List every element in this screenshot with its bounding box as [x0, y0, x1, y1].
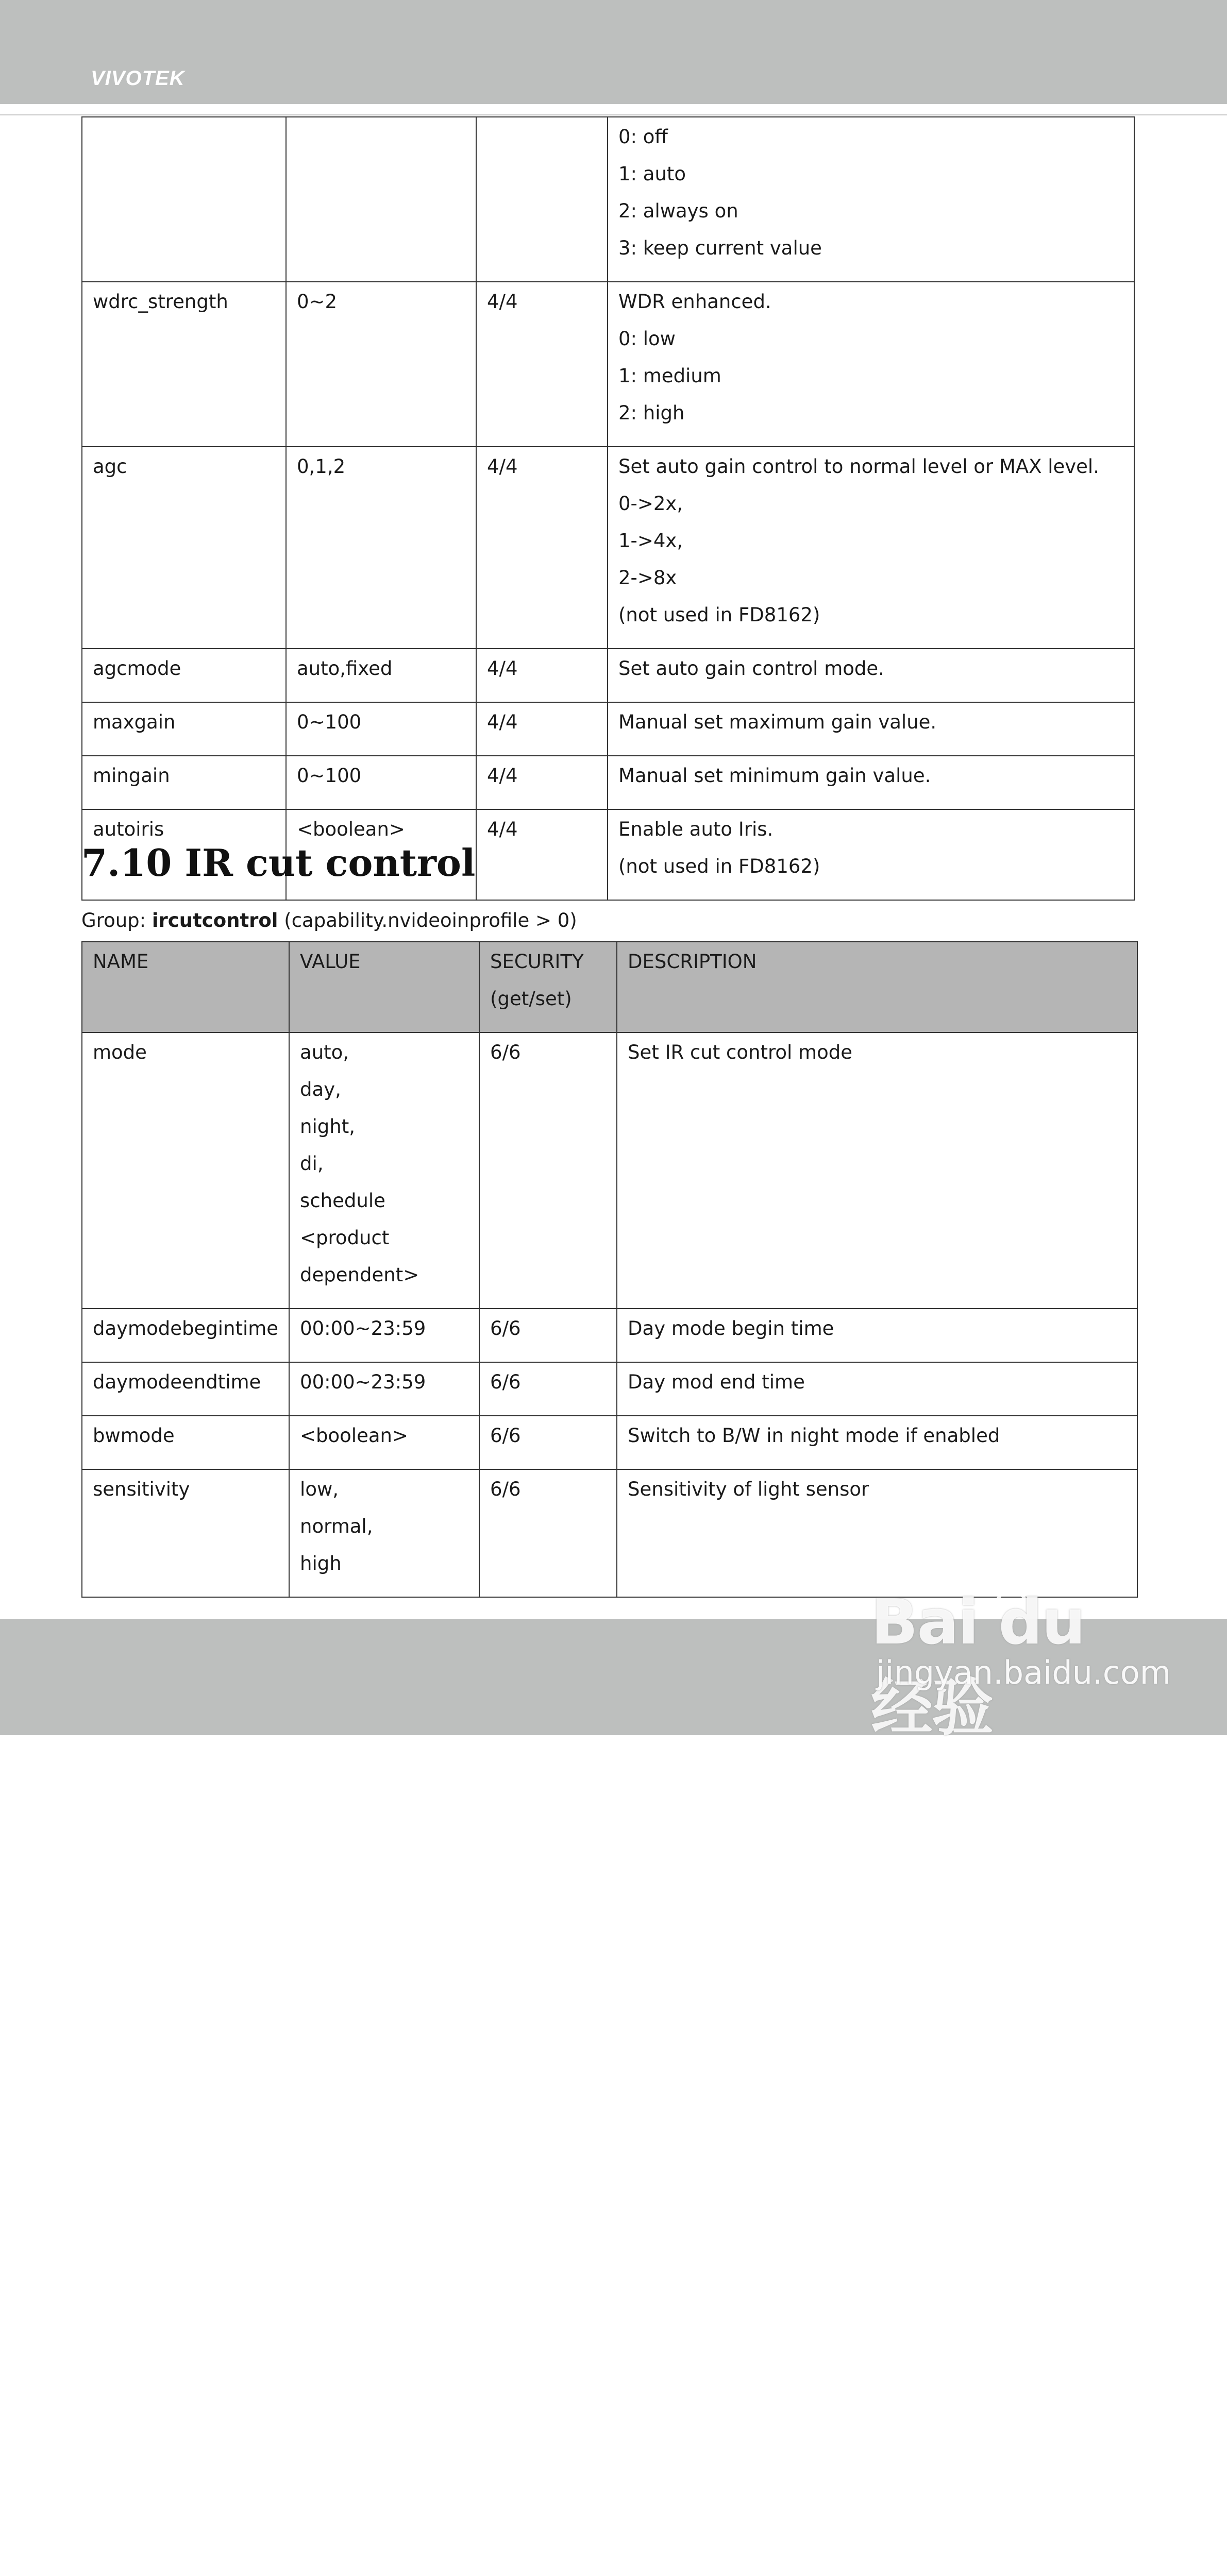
- value-line: high: [300, 1552, 342, 1574]
- name-cell: [82, 649, 286, 702]
- value-line: low,: [300, 1478, 339, 1500]
- table-row: [82, 1416, 1137, 1469]
- param-name: mingain: [93, 765, 170, 787]
- description-line: Set auto gain control mode.: [618, 657, 884, 680]
- watermark-logo: Bai du 经验: [871, 1587, 1085, 1744]
- description-line: Manual set maximum gain value.: [618, 711, 937, 733]
- description-line: 2: always on: [618, 200, 738, 222]
- value-line: <boolean>: [300, 1425, 408, 1447]
- description-cell: [608, 702, 1134, 756]
- param-name: wdrc_strength: [93, 291, 228, 313]
- table-row: [82, 702, 1134, 756]
- brand-logo-text: VIVOTEK: [91, 67, 185, 90]
- name-cell: [82, 756, 286, 809]
- security-value: 6/6: [490, 1371, 521, 1393]
- ircutcontrol-table: [81, 941, 1138, 1598]
- name-cell: [82, 1309, 289, 1362]
- description-line: 1: medium: [618, 365, 721, 387]
- description-line: Enable auto Iris.: [618, 818, 774, 840]
- name-cell: [82, 1416, 289, 1469]
- description-line: Day mode begin time: [628, 1317, 834, 1340]
- description-line: 1: auto: [618, 163, 686, 185]
- name-cell: [82, 117, 286, 282]
- description-line: 1->4x,: [618, 530, 683, 552]
- description-cell: [617, 1362, 1137, 1416]
- value-line: di,: [300, 1153, 324, 1175]
- description-cell: [608, 447, 1134, 649]
- param-name: bwmode: [93, 1425, 175, 1447]
- table-row: [82, 649, 1134, 702]
- name-cell: [82, 702, 286, 756]
- header-description-text: DESCRIPTION: [628, 951, 757, 973]
- description-line: Set IR cut control mode: [628, 1041, 852, 1063]
- baidu-watermark: [871, 1551, 1171, 1744]
- value-line: auto,: [300, 1041, 349, 1063]
- security-value: 4/4: [487, 765, 518, 787]
- value-line: dependent>: [300, 1264, 419, 1286]
- security-cell: [476, 809, 608, 900]
- security-value: 4/4: [487, 818, 518, 840]
- param-name: agc: [93, 455, 127, 478]
- param-name: agcmode: [93, 657, 181, 680]
- value-line: 0~2: [297, 291, 338, 313]
- security-cell: [476, 756, 608, 809]
- value-cell: [286, 756, 476, 809]
- security-cell: [476, 447, 608, 649]
- description-line: 2: high: [618, 402, 685, 424]
- value-line: normal,: [300, 1515, 373, 1537]
- table-row: [82, 756, 1134, 809]
- description-cell: [608, 649, 1134, 702]
- value-line: 0,1,2: [297, 455, 346, 478]
- value-line: <boolean>: [297, 818, 405, 840]
- param-name: maxgain: [93, 711, 176, 733]
- page-header: [0, 0, 1227, 104]
- security-value: 6/6: [490, 1041, 521, 1063]
- description-cell: [608, 756, 1134, 809]
- security-cell: [476, 702, 608, 756]
- security-cell: [479, 1362, 617, 1416]
- security-cell: [476, 282, 608, 447]
- description-line: Day mod end time: [628, 1371, 805, 1393]
- description-cell: [608, 282, 1134, 447]
- security-value: 4/4: [487, 291, 518, 313]
- description-line: (not used in FD8162): [618, 604, 820, 626]
- param-name: daymodeendtime: [93, 1371, 261, 1393]
- table-header-row: [82, 942, 1137, 1032]
- name-cell: [82, 1032, 289, 1309]
- header-divider: [0, 114, 1227, 115]
- table-row: [82, 1309, 1137, 1362]
- param-name: autoiris: [93, 818, 164, 840]
- security-cell: [476, 649, 608, 702]
- description-cell: [608, 809, 1134, 900]
- security-value: 6/6: [490, 1425, 521, 1447]
- value-cell: [289, 1469, 479, 1597]
- group-suffix: (capability.nvideoinprofile > 0): [278, 909, 577, 931]
- value-line: <product: [300, 1227, 390, 1249]
- value-cell: [289, 1032, 479, 1309]
- header-security: [479, 942, 617, 1032]
- value-line: 0~100: [297, 711, 362, 733]
- value-cell: [286, 282, 476, 447]
- description-line: 2->8x: [618, 567, 677, 589]
- description-line: Set auto gain control to normal level or MAX level.: [618, 455, 1099, 478]
- param-name: mode: [93, 1041, 147, 1063]
- value-line: night,: [300, 1115, 355, 1138]
- description-line: 0: off: [618, 126, 668, 148]
- description-line: 0: low: [618, 328, 676, 350]
- name-cell: [82, 1469, 289, 1597]
- description-line: (not used in FD8162): [618, 855, 820, 877]
- param-name: sensitivity: [93, 1478, 190, 1500]
- value-cell: [289, 1309, 479, 1362]
- group-line: [81, 909, 577, 931]
- param-name: [93, 127, 275, 164]
- table-row: [82, 1032, 1137, 1309]
- security-cell: [479, 1309, 617, 1362]
- group-prefix: Group:: [81, 909, 152, 931]
- value-line: 00:00~23:59: [300, 1317, 426, 1340]
- description-line: WDR enhanced.: [618, 291, 771, 313]
- table-row: [82, 117, 1134, 282]
- security-value: 6/6: [490, 1478, 521, 1500]
- description-cell: [617, 1309, 1137, 1362]
- description-line: Sensitivity of light sensor: [628, 1478, 869, 1500]
- param-name: daymodebegintime: [93, 1317, 279, 1340]
- security-cell: [476, 117, 608, 282]
- group-name: ircutcontrol: [152, 909, 278, 931]
- description-cell: [608, 117, 1134, 282]
- name-cell: [82, 1362, 289, 1416]
- name-cell: [82, 447, 286, 649]
- description-cell: [617, 1416, 1137, 1469]
- description-cell: [617, 1032, 1137, 1309]
- value-cell: [286, 649, 476, 702]
- value-line: auto,fixed: [297, 657, 393, 680]
- section-title: 7.10 IR cut control: [81, 841, 476, 885]
- value-line: 0~100: [297, 765, 362, 787]
- value-line: [297, 127, 465, 164]
- value-line: day,: [300, 1078, 341, 1100]
- security-value: [487, 127, 597, 164]
- description-line: 3: keep current value: [618, 237, 822, 259]
- value-line: 00:00~23:59: [300, 1371, 426, 1393]
- security-value: 6/6: [490, 1317, 521, 1340]
- header-value-text: VALUE: [300, 951, 361, 973]
- security-cell: [479, 1469, 617, 1597]
- description-line: Switch to B/W in night mode if enabled: [628, 1425, 1000, 1447]
- value-cell: [289, 1362, 479, 1416]
- name-cell: [82, 282, 286, 447]
- header-name: [82, 942, 289, 1032]
- value-cell: [286, 447, 476, 649]
- header-value: [289, 942, 479, 1032]
- value-cell: [286, 117, 476, 282]
- security-cell: [479, 1416, 617, 1469]
- value-cell: [289, 1416, 479, 1469]
- header-security-subtext: (get/set): [490, 988, 572, 1010]
- header-name-text: NAME: [93, 951, 149, 973]
- description-line: 0->2x,: [618, 493, 683, 515]
- header-security-text: SECURITY: [490, 951, 584, 973]
- security-value: 4/4: [487, 455, 518, 478]
- value-cell: [286, 702, 476, 756]
- value-line: schedule: [300, 1190, 385, 1212]
- security-value: 4/4: [487, 711, 518, 733]
- watermark-url: jingyan.baidu.com: [876, 1654, 1171, 1691]
- table-row: [82, 282, 1134, 447]
- security-cell: [479, 1032, 617, 1309]
- table-row: [82, 1362, 1137, 1416]
- table-row: [82, 447, 1134, 649]
- security-value: 4/4: [487, 657, 518, 680]
- header-description: [617, 942, 1137, 1032]
- parameter-table-continued: [81, 116, 1135, 901]
- description-line: Manual set minimum gain value.: [618, 765, 931, 787]
